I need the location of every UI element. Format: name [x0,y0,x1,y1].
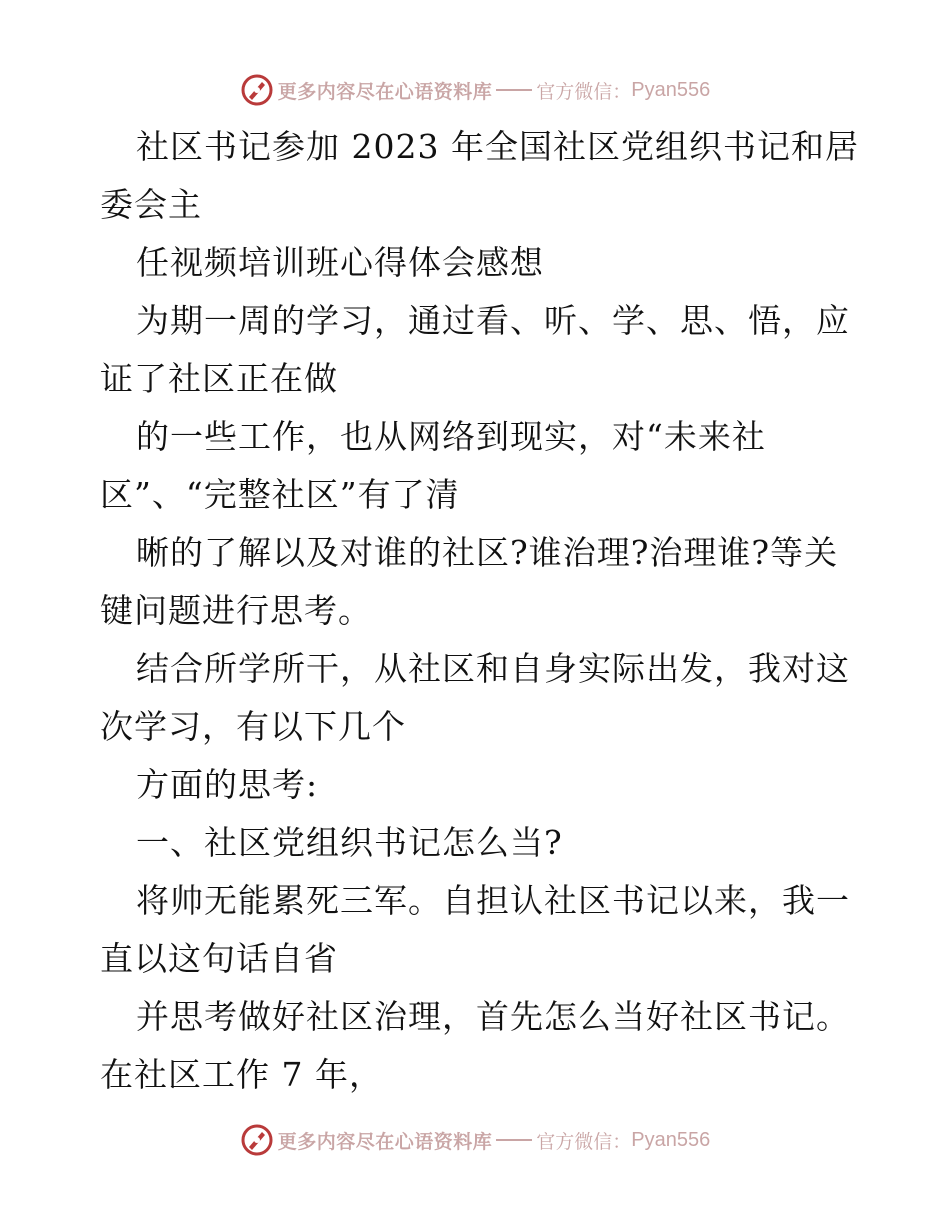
document-body [100,118,860,1104]
brand-logo-icon [240,1123,274,1157]
paragraph: 为期一周的学习，通过看、听、学、思、悟，应证了社区正在做 [100,301,850,398]
footer-banner-separator [496,1139,532,1141]
footer-banner [0,1120,950,1160]
section-heading: 一、社区党组织书记怎么当? [136,823,563,862]
header-banner-separator [496,89,532,91]
footer-banner-wechat-label: 官方微信： [536,1130,632,1153]
brand-logo-icon [240,73,274,107]
paragraph: 结合所学所干，从社区和自身实际出发，我对这次学习，有以下几个 [100,649,850,746]
header-banner [0,70,950,110]
paragraph: 晰的了解以及对谁的社区?谁治理?治理谁?等关键问题进行思考。 [100,533,839,630]
paragraph-title: 社区书记参加 2023 年全国社区党组织书记和居委会主 [100,127,859,224]
paragraph: 的一些工作，也从网络到现实，对“未来社区”、“完整社区”有了清 [100,417,766,514]
footer-banner-wechat-id: Pyan556 [631,1128,711,1151]
header-banner-wechat-label: 官方微信： [536,80,632,103]
paragraph-subtitle: 任视频培训班心得体会感想 [136,243,544,282]
paragraph: 将帅无能累死三军。自担认社区书记以来，我一直以这句话自省 [100,881,850,978]
paragraph: 方面的思考: [136,765,319,804]
footer-banner-text: 更多内容尽在心语资料库 [277,1130,493,1153]
header-banner-text: 更多内容尽在心语资料库 [277,80,493,103]
paragraph: 并思考做好社区治理，首先怎么当好社区书记。在社区工作 7 年， [100,997,850,1094]
header-banner-wechat-id: Pyan556 [631,78,711,101]
